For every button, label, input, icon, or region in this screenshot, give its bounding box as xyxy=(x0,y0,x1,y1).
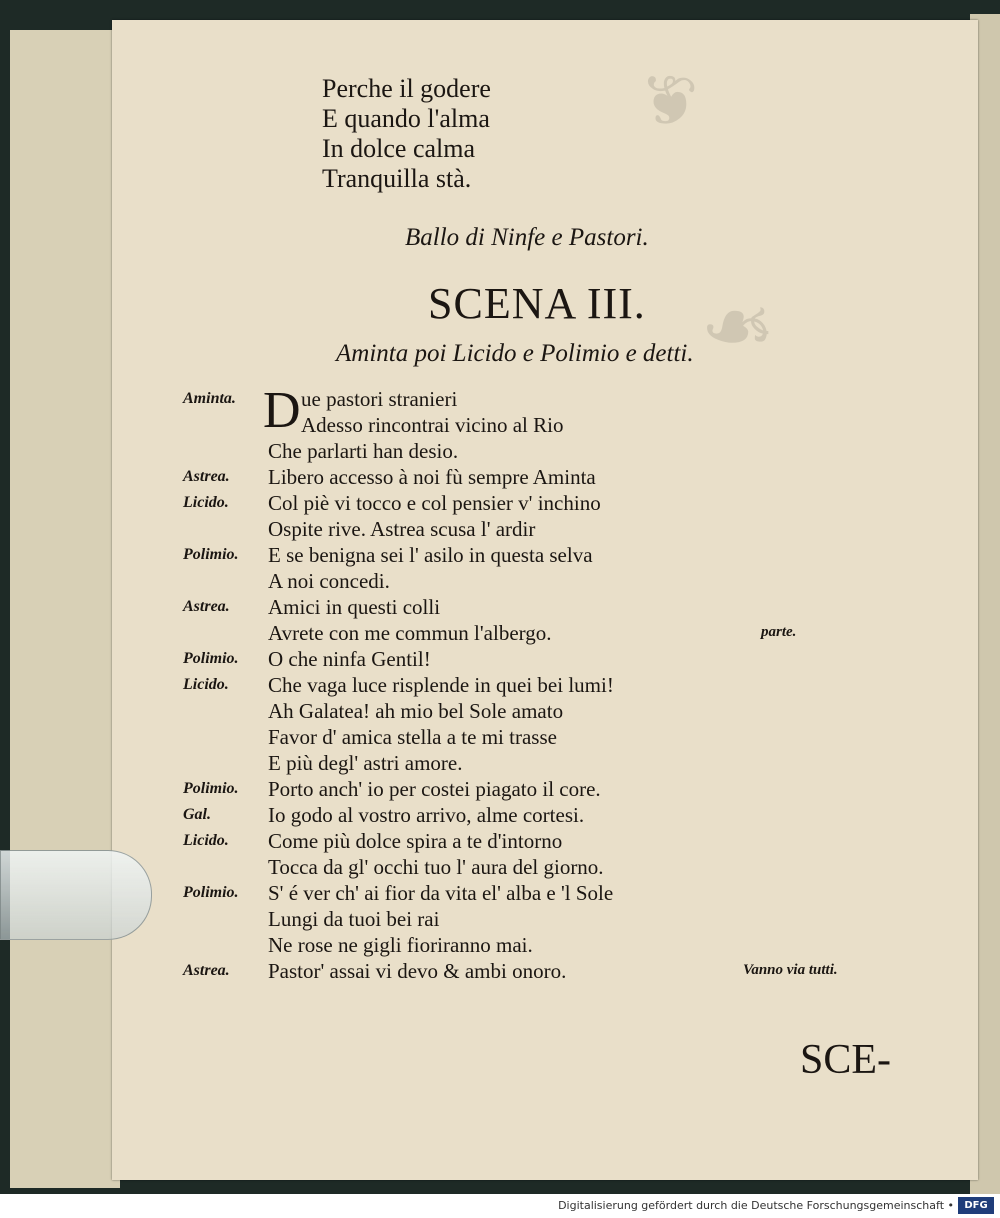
dialogue-text: Col piè vi tocco e col pensier v' inchino xyxy=(268,491,601,515)
dialogue-text: S' é ver ch' ai fior da vita el' alba e 'l Sole xyxy=(268,881,614,905)
dialogue-text: E più degl' astri amore. xyxy=(268,751,463,775)
dialogue-line xyxy=(183,438,903,464)
dialogue-text: Favor d' amica stella a te mi trasse xyxy=(268,725,557,749)
dialogue-text: Tocca da gl' occhi tuo l' aura del giorno. xyxy=(268,855,604,879)
dialogue-line xyxy=(183,932,903,958)
dialogue-line xyxy=(183,776,903,802)
dialogue-text: Che parlarti han desio. xyxy=(268,439,459,463)
speaker-name: Astrea. xyxy=(183,468,230,485)
dialogue-text: Porto anch' io per costei piagato il core. xyxy=(268,777,601,801)
footer-credit: Digitalisierung gefördert durch die Deutsche Forschungsgemeinschaft • xyxy=(558,1199,954,1212)
footer-bar xyxy=(0,1194,1000,1218)
speaker-name: Licido. xyxy=(183,676,229,693)
speaker-name: Astrea. xyxy=(183,598,230,615)
dialogue-text: Come più dolce spira a te d'intorno xyxy=(268,829,563,853)
speaker-name: Licido. xyxy=(183,832,229,849)
dialogue-text: ue pastori stranieri xyxy=(301,387,458,411)
dialogue-text: Ne rose ne gigli fioriranno mai. xyxy=(268,933,533,957)
dialogue-text: Ah Galatea! ah mio bel Sole amato xyxy=(268,699,564,723)
dialogue-line xyxy=(183,542,903,568)
dialogue-text: E se benigna sei l' asilo in questa selva xyxy=(268,543,593,567)
stage-direction-vanno: Vanno via tutti. xyxy=(743,962,838,978)
drop-capital: D xyxy=(263,382,301,439)
dialogue-text: O che ninfa Gentil! xyxy=(268,647,431,671)
dialogue-line xyxy=(183,958,903,984)
speaker-name: Polimio. xyxy=(183,780,239,797)
dialogue-line xyxy=(183,750,903,776)
speaker-name: Astrea. xyxy=(183,962,230,979)
verse-line: Perche il godere xyxy=(322,74,491,103)
dialogue-line xyxy=(183,594,903,620)
dialogue-text: Che vaga luce risplende in quei bei lumi! xyxy=(268,673,614,697)
dialogue-line xyxy=(183,620,903,646)
dialogue-line xyxy=(183,568,903,594)
catchword: SCE- xyxy=(800,1037,892,1083)
dialogue-line xyxy=(183,516,903,542)
speaker-name: Gal. xyxy=(183,806,211,823)
stage-direction-parte: parte. xyxy=(761,624,797,640)
dialogue-line xyxy=(183,672,903,698)
dialogue-text: Avrete con me commun l'albergo. xyxy=(268,621,552,645)
speaker-name: Aminta. xyxy=(183,390,236,407)
dialogue-line xyxy=(183,490,903,516)
dialogue-line xyxy=(183,724,903,750)
dialogue-block xyxy=(183,382,903,984)
dialogue-line xyxy=(183,828,903,854)
dfg-logo: DFG xyxy=(958,1197,994,1214)
stage-direction-ballo: Ballo di Ninfe e Pastori. xyxy=(405,224,649,251)
dialogue-text: Adesso rincontrai vicino al Rio xyxy=(301,413,564,437)
speaker-name: Polimio. xyxy=(183,546,239,563)
dialogue-text: Lungi da tuoi bei rai xyxy=(268,907,440,931)
dialogue-line xyxy=(183,464,903,490)
dialogue-text: Pastor' assai vi devo & ambi onoro. xyxy=(268,959,567,983)
verse-line: In dolce calma xyxy=(322,134,476,163)
glass-page-holder xyxy=(0,850,152,940)
dialogue-line xyxy=(183,646,903,672)
dialogue-text: Amici in questi colli xyxy=(268,595,441,619)
verse-block xyxy=(322,74,491,194)
scene-title: SCENA III. xyxy=(428,279,646,328)
dialogue-text: Ospite rive. Astrea scusa l' ardir xyxy=(268,517,536,541)
dialogue-line xyxy=(183,906,903,932)
scene-characters: Aminta poi Licido e Polimio e detti. xyxy=(336,340,694,367)
dialogue-text: Io godo al vostro arrivo, alme cortesi. xyxy=(268,803,585,827)
verse-line: E quando l'alma xyxy=(322,104,490,133)
underlying-page xyxy=(10,30,120,1188)
dialogue-line xyxy=(183,854,903,880)
dialogue-line xyxy=(183,698,903,724)
dialogue-line xyxy=(183,412,903,438)
dialogue-line xyxy=(183,802,903,828)
show-through-ornament: ❧ xyxy=(700,275,776,380)
speaker-name: Polimio. xyxy=(183,650,239,667)
dialogue-line xyxy=(183,880,903,906)
speaker-name: Licido. xyxy=(183,494,229,511)
dialogue-text: A noi concedi. xyxy=(268,569,390,593)
dialogue-text: Libero accesso à noi fù sempre Aminta xyxy=(268,465,596,489)
speaker-name: Polimio. xyxy=(183,884,239,901)
verse-line: Tranquilla stà. xyxy=(322,164,472,193)
show-through-blot: ❦ xyxy=(640,60,699,142)
